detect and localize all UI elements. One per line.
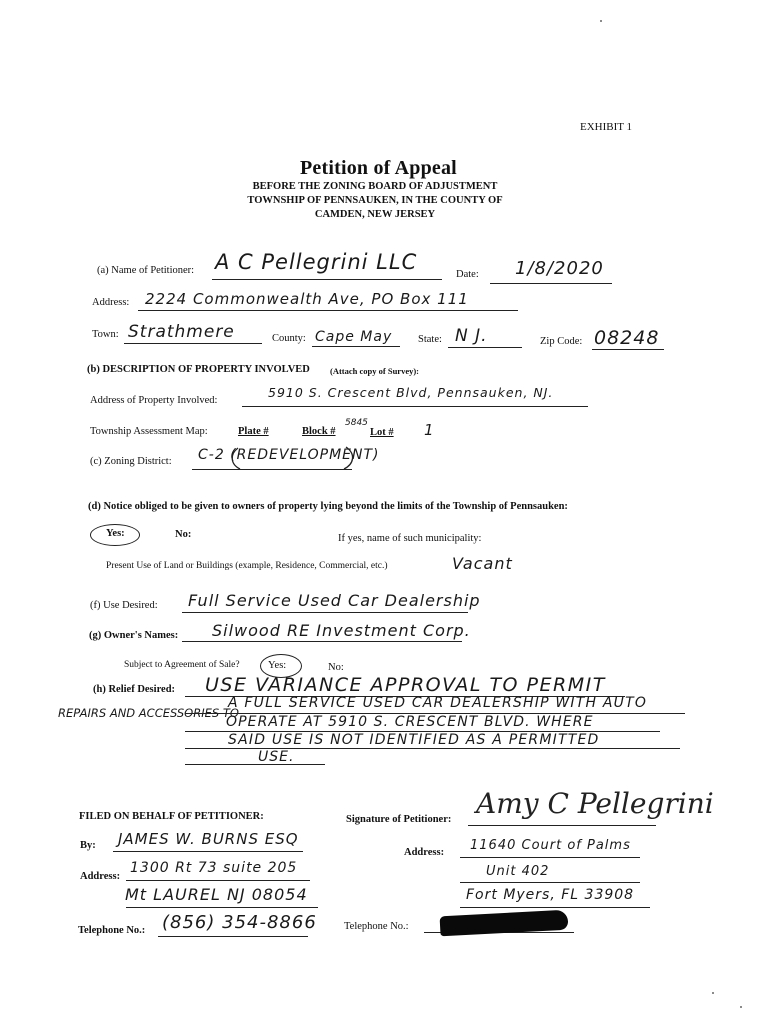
petitioner-address-label: Address: xyxy=(92,297,130,308)
property-description-label: (b) DESCRIPTION OF PROPERTY INVOLVED xyxy=(87,364,310,375)
page-title: Petition of Appeal xyxy=(300,157,457,179)
filed-address-line-1: 1300 Rt 73 suite 205 xyxy=(130,860,298,876)
filed-address-label: Address: xyxy=(80,871,121,882)
zip-label: Zip Code: xyxy=(540,336,583,347)
lot-label: Lot # xyxy=(370,427,394,438)
notice-label: (d) Notice obliged to be given to owners of property lying beyond the limits of the Township of Pennsauken: xyxy=(88,501,568,512)
zoning-district-label: (c) Zoning District: xyxy=(90,456,172,467)
exhibit-label: EXHIBIT 1 xyxy=(580,121,633,133)
filed-telephone-value: (856) 354-8866 xyxy=(162,912,317,933)
zoning-parenthesis-mark xyxy=(228,444,358,472)
relief-line-2-prefix: REPAIRS AND ACCESSORIES TO xyxy=(58,706,239,720)
date-label: Date: xyxy=(456,269,479,280)
signature-address-line-2: Unit 402 xyxy=(486,864,550,879)
present-use-value: Vacant xyxy=(452,554,513,573)
present-use-label: Present Use of Land or Buildings (example, Residence, Commercial, etc.) xyxy=(106,561,388,571)
filed-by-value: JAMES W. BURNS ESQ xyxy=(118,830,299,848)
subtitle-county: CAMDEN, NEW JERSEY xyxy=(314,209,436,220)
property-address-value: 5910 S. Crescent Blvd, Pennsauken, NJ. xyxy=(268,385,554,400)
relief-line-3: OPERATE AT 5910 S. CRESCENT BLVD. WHERE xyxy=(226,714,594,730)
assessment-map-label: Township Assessment Map: xyxy=(90,426,208,437)
filed-address-line-2: Mt LAUREL NJ 08054 xyxy=(125,885,308,904)
filed-telephone-label: Telephone No.: xyxy=(78,925,146,936)
owners-names-value: Silwood RE Investment Corp. xyxy=(212,621,471,640)
agreement-no-label: No: xyxy=(328,662,344,673)
municipality-label: If yes, name of such municipality: xyxy=(338,533,482,544)
use-desired-label: (f) Use Desired: xyxy=(90,600,158,611)
agreement-of-sale-label: Subject to Agreement of Sale? xyxy=(124,660,240,670)
signature-address-label: Address: xyxy=(404,847,445,858)
petitioner-name-value: A C Pellegrini LLC xyxy=(215,250,418,274)
relief-line-2: A FULL SERVICE USED CAR DEALERSHIP WITH AUTO xyxy=(228,695,648,711)
filed-by-label: By: xyxy=(80,840,96,851)
notice-no-label: No: xyxy=(175,529,192,540)
zoning-district-value: C-2 (REDEVELOPMENT) xyxy=(198,447,380,463)
relief-desired-label: (h) Relief Desired: xyxy=(93,684,176,695)
date-value: 1/8/2020 xyxy=(515,258,604,279)
county-label: County: xyxy=(272,333,306,344)
petitioner-name-label: (a) Name of Petitioner: xyxy=(97,265,195,276)
signature-telephone-label: Telephone No.: xyxy=(344,921,409,932)
block-label: Block # xyxy=(302,426,336,437)
lot-value: 1 xyxy=(424,421,435,439)
petitioner-signature: Amy C Pellegrini xyxy=(476,787,714,820)
subtitle-board: BEFORE THE ZONING BOARD OF ADJUSTMENT xyxy=(252,181,498,192)
zip-value: 08248 xyxy=(594,327,660,349)
signature-address-line-1: 11640 Court of Palms xyxy=(470,838,631,853)
relief-line-4: SAID USE IS NOT IDENTIFIED AS A PERMITTED xyxy=(228,732,600,748)
relief-line-1: USE VARIANCE APPROVAL TO PERMIT xyxy=(205,674,606,696)
town-value: Strathmere xyxy=(128,322,235,342)
owners-names-label: (g) Owner's Names: xyxy=(89,630,179,641)
signature-label: Signature of Petitioner: xyxy=(346,814,452,825)
agreement-yes-label: Yes: xyxy=(268,660,287,671)
use-desired-value: Full Service Used Car Dealership xyxy=(188,591,481,610)
block-value: 5845 xyxy=(345,418,368,428)
notice-yes-label: Yes: xyxy=(106,528,125,539)
filed-heading: FILED ON BEHALF OF PETITIONER: xyxy=(79,811,264,822)
petitioner-address-value: 2224 Commonwealth Ave, PO Box 111 xyxy=(145,290,469,308)
state-value: N J. xyxy=(455,326,488,346)
property-description-note: (Attach copy of Survey): xyxy=(330,366,419,376)
relief-line-5: USE. xyxy=(258,749,295,765)
property-address-label: Address of Property Involved: xyxy=(90,395,218,406)
county-value: Cape May xyxy=(315,329,393,345)
subtitle-township: TOWNSHIP OF PENNSAUKEN, IN THE COUNTY OF xyxy=(247,195,503,206)
plate-label: Plate # xyxy=(238,426,269,437)
town-label: Town: xyxy=(92,329,119,340)
signature-address-line-3: Fort Myers, FL 33908 xyxy=(466,887,635,903)
state-label: State: xyxy=(418,334,442,345)
